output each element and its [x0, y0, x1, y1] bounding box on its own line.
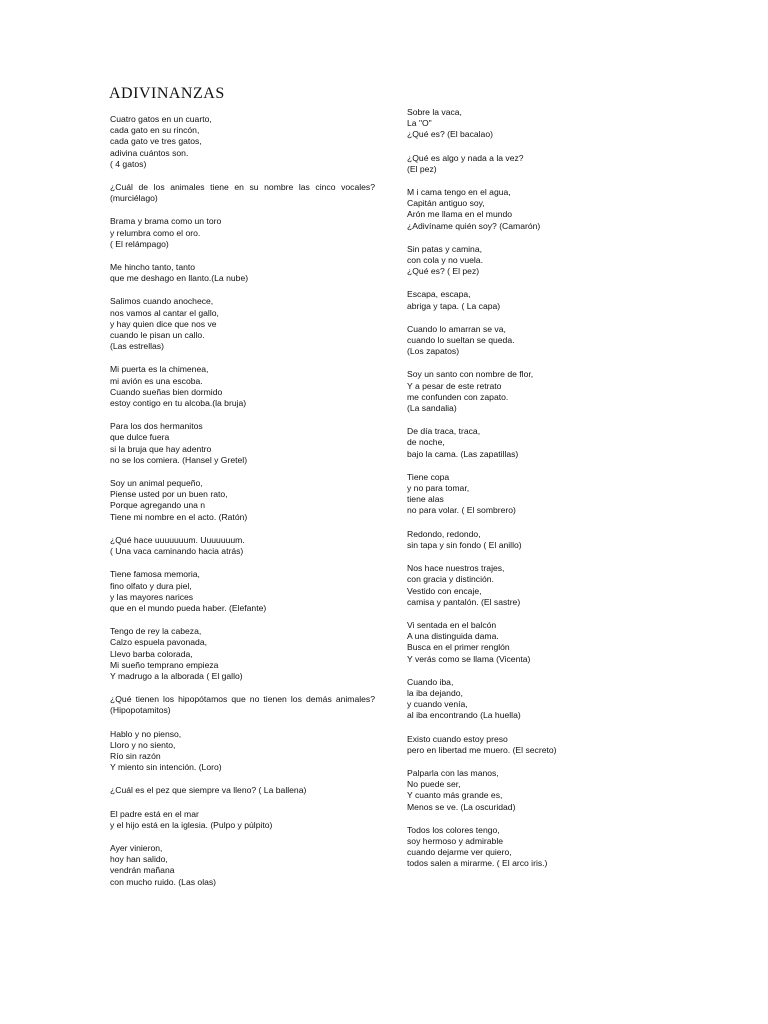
riddle-line: Cuando sueñas bien dormido [110, 386, 223, 397]
riddle-line: que me deshago en llanto.(La nube) [110, 273, 249, 284]
riddle [407, 620, 572, 665]
riddle [110, 262, 375, 284]
riddle [110, 421, 375, 466]
riddle [110, 729, 375, 774]
riddle-line: me confunden con zapato. [407, 391, 509, 402]
riddle-line: y hay quien dice que nos ve [110, 318, 217, 329]
riddle-line: bajo la cama. (Las zapatillas) [407, 448, 519, 459]
riddle-line: Y madrugo a la alborada ( El gallo) [110, 670, 243, 681]
riddle [407, 529, 572, 551]
riddle-line: De día traca, traca, [407, 426, 481, 437]
riddle [407, 107, 572, 141]
riddle-line: Cuando lo amarran se va, [407, 323, 506, 334]
riddle-line: Lloro y no siento, [110, 739, 176, 750]
riddle-line: Brama y brama como un toro [110, 216, 222, 227]
riddle-line: con gracia y distinción. [407, 574, 494, 585]
riddle-line: Cuatro gatos en un cuarto, [110, 114, 212, 124]
riddle-line: Nos hace nuestros trajes, [407, 563, 505, 574]
riddle-line: Calzo espuela pavonada, [110, 637, 207, 648]
left-column [110, 114, 375, 900]
riddle [110, 569, 375, 614]
riddle [110, 843, 375, 888]
riddle-line: cada gato ve tres gatos, [110, 136, 202, 147]
riddle [407, 677, 572, 722]
riddle [110, 182, 375, 204]
riddle-line: con cola y no vuela. [407, 255, 483, 266]
riddle-line: ¿Qué hace uuuuuuum. Uuuuuuum. [110, 534, 245, 545]
riddle-line: Vi sentada en el balcón [407, 619, 497, 630]
riddle-line: que en el mundo pueda haber. (Elefante) [110, 602, 267, 613]
riddle [110, 626, 375, 682]
riddle [110, 785, 375, 796]
riddle-line: Redondo, redondo, [407, 528, 481, 539]
riddle-line: ( Una vaca caminando hacia atrás) [110, 546, 244, 557]
riddle-line: ¿Cuál es el pez que siempre va lleno? ( La ballena) [110, 785, 307, 796]
riddle-line: ¿Qué tienen los hipopótamos que no tienen los demás animales? [110, 694, 375, 705]
riddle-line: abriga y tapa. ( La capa) [407, 300, 501, 311]
riddle-line: Cuando iba, [407, 676, 454, 687]
riddle-line: (Las estrellas) [110, 341, 164, 352]
riddle-line: no para volar. ( El sombrero) [407, 505, 516, 516]
riddle-line: no se los comiera. (Hansel y Gretel) [110, 454, 248, 465]
riddle-line: cuando le pisan un callo. [110, 330, 205, 341]
riddle-line: que dulce fuera [110, 432, 170, 443]
riddle [110, 535, 375, 557]
riddle [407, 324, 572, 358]
riddle-line: Y verás como se llama (Vicenta) [407, 653, 531, 664]
riddle-line: Arón me llama en el mundo [407, 209, 513, 220]
riddle-line: y relumbra como el oro. [110, 227, 201, 238]
riddle-line: Tengo de rey la cabeza, [110, 626, 202, 637]
riddle [110, 809, 375, 831]
riddle-line: ¿Qué es? ( El pez) [407, 266, 480, 277]
riddle-line: M i cama tengo en el agua, [407, 187, 511, 198]
riddle-line: tiene alas [407, 494, 444, 505]
riddle-line: todos salen a mirarme. ( El arco iris.) [407, 858, 548, 869]
riddle-line: Y a pesar de este retrato [407, 380, 502, 391]
riddle-line: Piense usted por un buen rato, [110, 489, 228, 500]
riddle-line: al iba encontrando (La huella) [407, 710, 521, 721]
riddle-line: cuando dejarme ver quiero, [407, 847, 512, 858]
riddle-line: cuando lo sueltan se queda. [407, 335, 515, 346]
riddle-line: El padre está en el mar [110, 808, 199, 819]
riddle-line: Y cuanto más grande es, [407, 790, 503, 801]
riddle-line: Sin patas y camina, [407, 243, 482, 254]
riddle-line: Tiene mi nombre en el acto. (Ratón) [110, 511, 248, 522]
right-column [407, 107, 572, 882]
riddle-line: y el hijo está en la iglesia. (Pulpo y púlpito) [110, 819, 273, 830]
riddle-line: Todos los colores tengo, [407, 824, 500, 835]
riddle-line: (El pez) [407, 163, 437, 174]
riddle-line: No puede ser, [407, 779, 461, 790]
riddle [407, 734, 572, 756]
riddle-line: Existo cuando estoy preso [407, 733, 508, 744]
riddle-line: la iba dejando, [407, 687, 463, 698]
riddle-line: sin tapa y sin fondo ( El anillo) [407, 539, 522, 550]
riddle-line: ( 4 gatos) [110, 158, 147, 169]
riddle-line: pero en libertad me muero. (El secreto) [407, 744, 557, 755]
riddle-line: Soy un animal pequeño, [110, 478, 203, 489]
riddle [407, 153, 572, 175]
riddle-line: cada gato en su rincón, [110, 125, 200, 136]
riddle-line: (Los zapatos) [407, 346, 460, 357]
riddle-line: ¿Adivíname quién soy? (Camarón) [407, 220, 541, 231]
riddle-line: mi avión es una escoba. [110, 375, 203, 386]
riddle-line: nos vamos al cantar el gallo, [110, 307, 219, 318]
riddle-line: ¿Qué es algo y nada a la vez? [407, 152, 524, 163]
riddle-line: Para los dos hermanitos [110, 421, 203, 432]
riddle-line: Porque agregando una n [110, 500, 206, 511]
riddle-line: ¿Qué es? (El bacalao) [407, 129, 493, 140]
riddle [407, 369, 572, 414]
riddle-line: (La sandalia) [407, 403, 457, 414]
riddle-line: camisa y pantalón. (El sastre) [407, 596, 521, 607]
riddle-line: soy hermoso y admirable [407, 835, 504, 846]
riddle-line: (Hipopotamitos) [110, 705, 171, 716]
riddle-line: de noche, [407, 437, 445, 448]
riddle-line: Soy un santo con nombre de flor, [407, 369, 534, 380]
riddle-line: vendrán mañana [110, 865, 175, 876]
riddle [407, 187, 572, 232]
riddle-line: La "O" [407, 118, 432, 129]
riddle-line: Busca en el primer renglón [407, 642, 510, 653]
riddle [407, 472, 572, 517]
riddle-line: y cuando venía, [407, 699, 468, 710]
riddle [407, 825, 572, 870]
riddle [407, 244, 572, 278]
riddle [407, 426, 572, 460]
riddle-line: Me hincho tanto, tanto [110, 262, 196, 273]
riddle [110, 114, 375, 170]
riddle-line: Ayer vinieron, [110, 842, 163, 853]
riddle [407, 563, 572, 608]
riddle-line: A una distinguida dama. [407, 631, 499, 642]
riddle-line: Capitán antiguo soy, [407, 198, 485, 209]
riddle [110, 694, 375, 716]
riddle-line: Menos se ve. (La oscuridad) [407, 801, 516, 812]
riddle-line: Mi puerta es la chimenea, [110, 364, 209, 375]
riddle-line: y no para tomar, [407, 483, 470, 494]
riddle [407, 289, 572, 311]
page-title: ADIVINANZAS [109, 85, 225, 102]
riddle [110, 216, 375, 250]
riddle-line: Escapa, escapa, [407, 289, 471, 300]
riddle-line: adivina cuántos son. [110, 147, 189, 158]
riddle-line: Sobre la vaca, [407, 107, 462, 117]
riddle-line: y las mayores narices [110, 591, 194, 602]
riddle-line: Río sin razón [110, 750, 161, 761]
riddle-line: Tiene copa [407, 471, 450, 482]
riddle-line: (murciélago) [110, 193, 158, 204]
riddle [110, 296, 375, 352]
riddle-line: Tiene famosa memoria, [110, 569, 200, 580]
riddle-line: fino olfato y dura piel, [110, 580, 192, 591]
riddle-line: ¿Cuál de los animales tiene en su nombre las cinco vocales? [110, 182, 375, 193]
riddle-line: Palparla con las manos, [407, 767, 499, 778]
riddle-line: Mi sueño temprano empieza [110, 659, 219, 670]
riddle-line: Vestido con encaje, [407, 585, 482, 596]
riddle-line: con mucho ruido. (Las olas) [110, 876, 217, 887]
riddle-line: ( El relámpago) [110, 238, 169, 249]
riddle [407, 768, 572, 813]
riddle-line: Llevo barba colorada, [110, 648, 193, 659]
riddle-line: Hablo y no pienso, [110, 728, 182, 739]
riddle-line: Salimos cuando anochece, [110, 296, 214, 307]
riddle-line: hoy han salido, [110, 854, 168, 865]
riddle-line: Y miento sin intención. (Loro) [110, 762, 222, 773]
riddle-line: estoy contigo en tu alcoba.(la bruja) [110, 398, 247, 409]
riddle-line: si la bruja que hay adentro [110, 443, 212, 454]
riddle [110, 364, 375, 409]
riddle [110, 478, 375, 523]
